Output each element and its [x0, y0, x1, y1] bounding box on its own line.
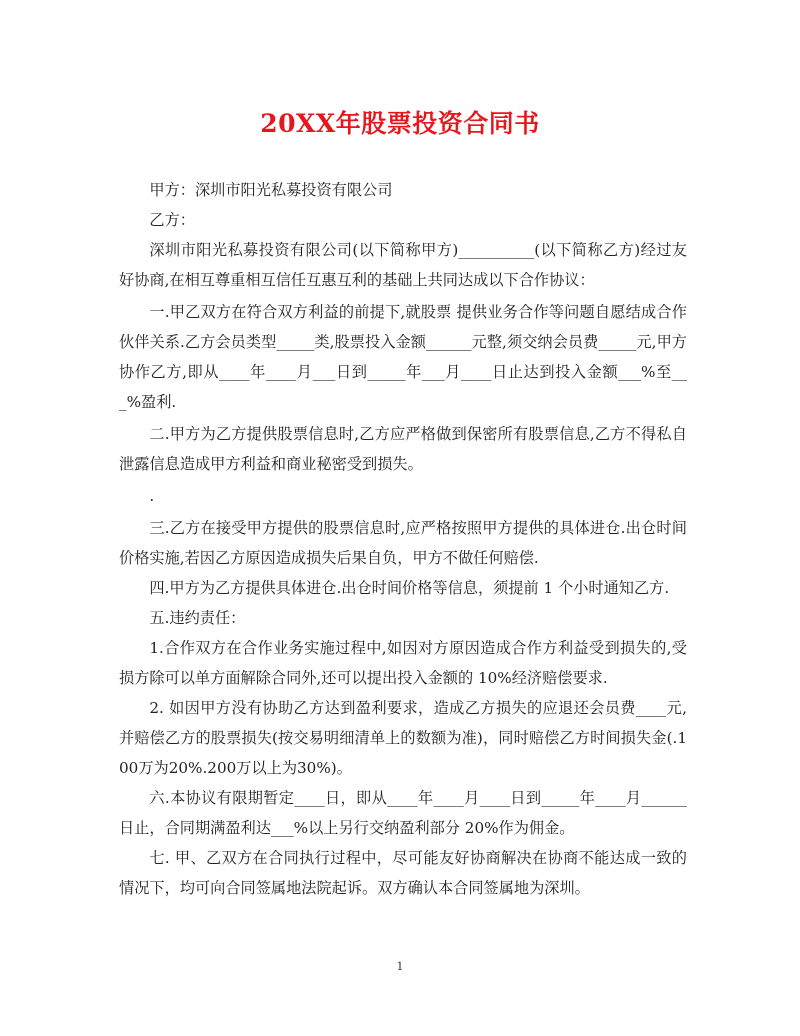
clause-5-item-1: 1.合作双方在合作业务实施过程中,如因对方原因造成合作方利益受到损失的,受损方除可以单方面解除合同外,还可以提出投入金额的 10%经济赔偿要求.: [119, 639, 687, 687]
clause-4: 四.甲方为乙方提供具体进仓.出仓时间价格等信息，须提前 1 个小时通知乙方.: [149, 579, 670, 597]
clause-1: 一.甲乙双方在符合双方利益的前提下,就股票 提供业务合作等问题自愿结成合作伙伴关系.乙方会员类型_____类,股票投入金额______元整,须交纳会员费_____元,甲方协作乙方,即从____年____月___日到_____年___月____日止达到投入金额___%至___%盈利.: [119, 303, 687, 411]
clause-7: 七. 甲、乙双方在合同执行过程中，尽可能友好协商解决在协商不能达成一致的情况下，均可向合同签属地法院起诉。双方确认本合同签属地为深圳。: [119, 849, 687, 897]
document-title: 20XX年股票投资合同书: [260, 109, 540, 138]
clause-2: 二.甲方为乙方提供股票信息时,乙方应严格做到保密所有股票信息,乙方不得私自泄露信息造成甲方利益和商业秘密受到损失。: [119, 425, 687, 473]
clause-5-heading: 五.违约责任：: [149, 609, 246, 627]
party-b-line: 乙方：: [149, 211, 195, 229]
document-body: [119, 175, 687, 903]
clause-6: 六.本协议有限期暂定____日，即从____年____月____日到_____年____月______日止，合同期满盈利达___%以上另行交纳盈利部分 20%作为佣金。: [119, 789, 687, 837]
intro-paragraph: 深圳市阳光私募投资有限公司(以下简称甲方)__________(以下简称乙方)经过友好协商,在相互尊重相互信任互惠互利的基础上共同达成以下合作协议：: [119, 241, 687, 289]
clause-5-item-2: 2. 如因甲方没有协助乙方达到盈利要求，造成乙方损失的应退还会员费____元,并赔偿乙方的股票损失(按交易明细清单上的数额为准)，同时赔偿乙方时间损失金(.100万为20%.200万以上为30%)。: [119, 699, 687, 777]
separator-dot: .: [149, 487, 155, 505]
party-a-line: 甲方：深圳市阳光私募投资有限公司: [149, 181, 393, 199]
clause-3: 三.乙方在接受甲方提供的股票信息时,应严格按照甲方提供的具体进仓.出仓时间价格实施,若因乙方原因造成损失后果自负，甲方不做任何赔偿.: [119, 519, 687, 567]
page-number: 1: [396, 960, 404, 973]
